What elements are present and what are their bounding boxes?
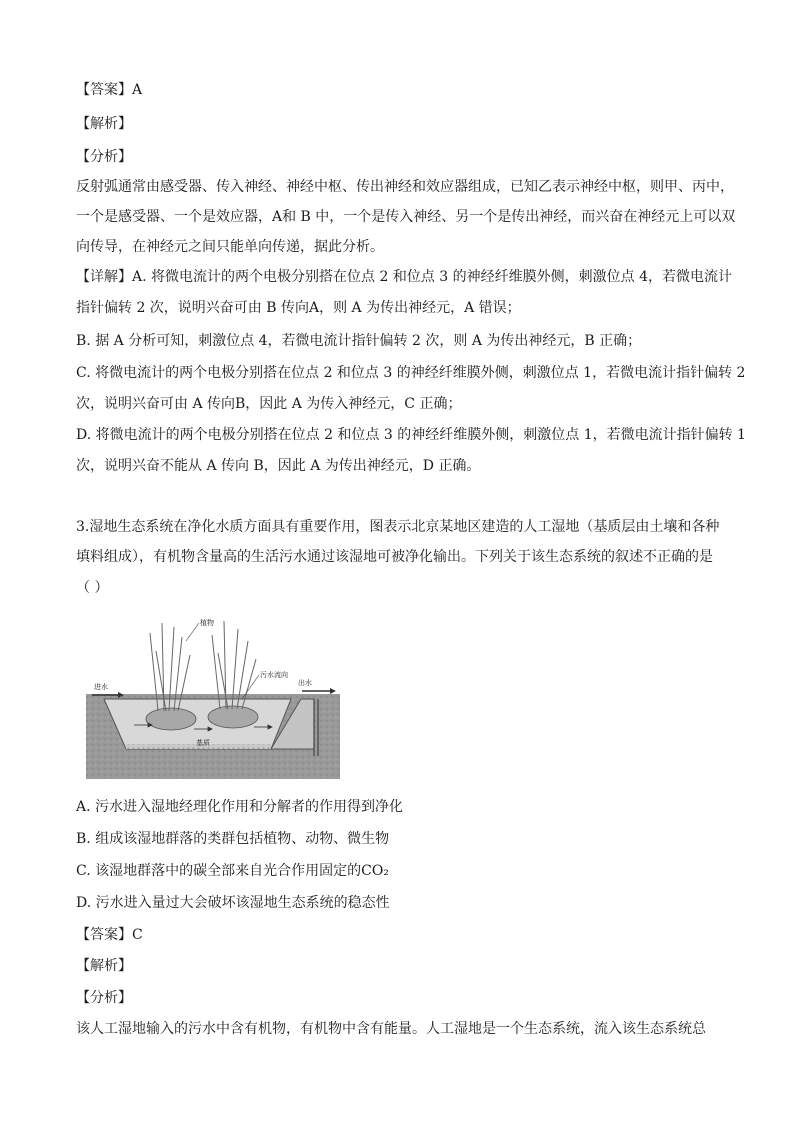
option-a: A. 污水进入湿地经理化作用和分解者的作用得到净化 [76, 799, 404, 815]
wetland-figure [86, 611, 340, 779]
option-d: D. 污水进入量过大会破坏该湿地生态系统的稳态性 [76, 895, 390, 911]
question-stem: （ ） [76, 580, 109, 596]
figure-label-inlet: 进水 [94, 683, 108, 691]
detail-line: 指针偏转 2 次，说明兴奋可由 B 传向A，则 A 为传出神经元，A 错误； [76, 300, 521, 316]
fenxi-label: 【分析】 [76, 990, 132, 1006]
analysis-line: 反射弧通常由感受器、传入神经、神经中枢、传出神经和效应器组成，已知乙表示神经中枢，则甲、丙中， [76, 179, 734, 195]
fenxi-label: 【分析】 [76, 149, 132, 165]
question-stem: 3.湿地生态系统在净化水质方面具有重要作用，图表示北京某地区建造的人工湿地（基质层由土壤和各种 [76, 519, 720, 535]
analysis-line: 一个是感受器、一个是效应器，A和 B 中，一个是传入神经、另一个是传出神经，而兴奋在神经元上可以双 [76, 209, 736, 225]
detail-line: 次，说明兴奋可由 A 传向B，因此 A 为传入神经元，C 正确； [76, 396, 462, 412]
figure-label-substrate: 基质 [196, 739, 210, 747]
root-mass [146, 708, 196, 730]
detail-line: 【详解】A. 将微电流计的两个电极分别搭在位点 2 和位点 3 的神经纤维膜外侧，刺激位点 4，若微电流计 [76, 269, 732, 285]
figure-label-outlet: 出水 [298, 679, 312, 687]
analysis-line: 向传导，在神经元之间只能单向传递，据此分析。 [76, 239, 384, 255]
answer-label: 【答案】A [76, 82, 143, 98]
figure-label-flow: 污水流向 [260, 671, 288, 679]
option-b: B. 组成该湿地群落的类群包括植物、动物、微生物 [76, 831, 390, 847]
root-mass [208, 706, 258, 728]
detail-line: B. 据 A 分析可知，刺激位点 4，若微电流计指针偏转 2 次，则 A 为传出神经元，B 正确； [76, 333, 642, 349]
detail-line: 次，说明兴奋不能从 A 传向 B，因此 A 为传出神经元，D 正确。 [76, 458, 481, 474]
answer-label: 【答案】C [76, 927, 143, 943]
detail-line: D. 将微电流计的两个电极分别搭在位点 2 和位点 3 的神经纤维膜外侧，刺激位点 1，若微电流计指针偏转 1 [76, 427, 746, 443]
figure-label-plants: 植物 [200, 619, 214, 627]
detail-line: C. 将微电流计的两个电极分别搭在位点 2 和位点 3 的神经纤维膜外侧，刺激位点 1，若微电流计指针偏转 2 [76, 365, 746, 381]
jiexi-label: 【解析】 [76, 958, 132, 974]
option-c: C. 该湿地群落中的碳全部来自光合作用固定的CO₂ [76, 863, 389, 879]
jiexi-label: 【解析】 [76, 116, 132, 132]
question-stem: 填料组成），有机物含量高的生活污水通过该湿地可被净化输出。下列关于该生态系统的叙述不正确的是 [76, 549, 713, 565]
analysis-line: 该人工湿地输入的污水中含有机物，有机物中含有能量。人工湿地是一个生态系统，流入该生态系统总 [76, 1021, 706, 1037]
